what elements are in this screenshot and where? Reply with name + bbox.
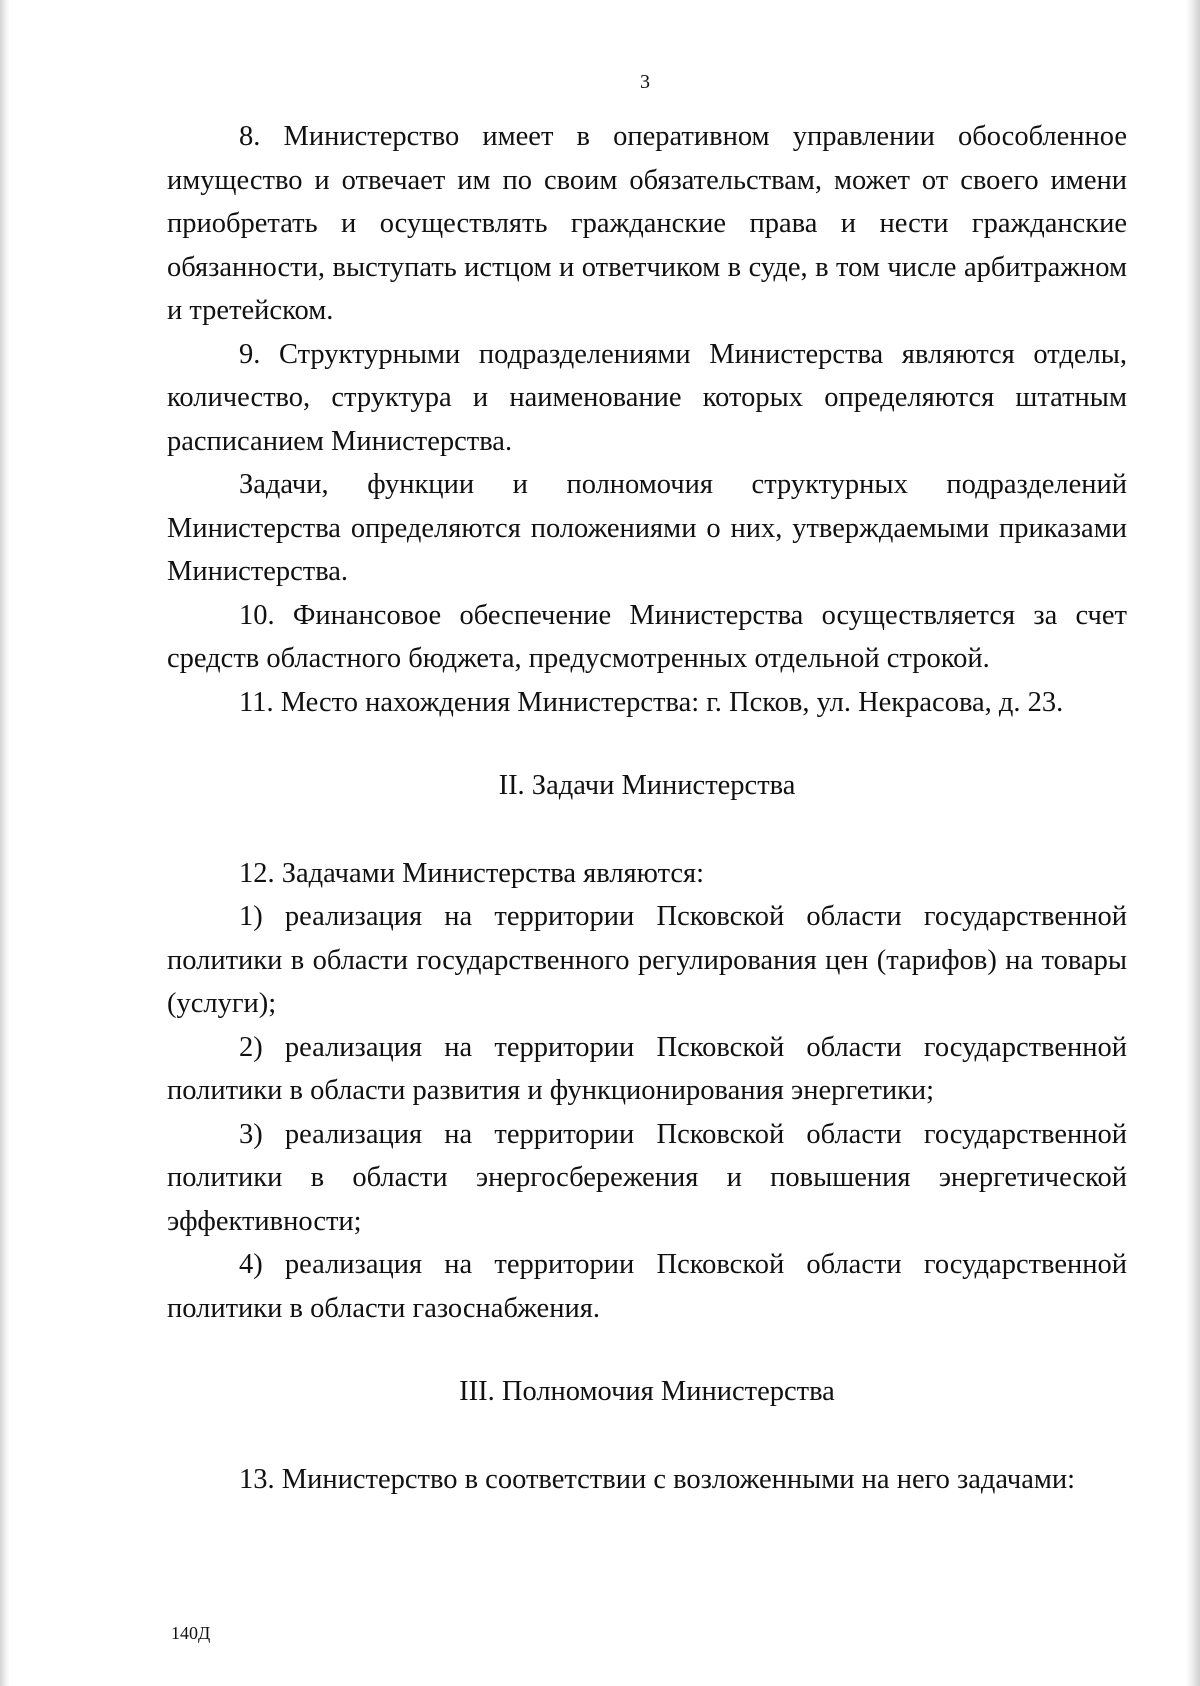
paragraph-12: 12. Задачами Министерства являются: — [239, 857, 705, 889]
section-2-heading: II. Задачи Министерства — [498, 770, 796, 801]
list-item-12-1: 1) реализация на территории Псковской области государственной политики в области государственного регулирования цен (тарифов) на товары (услуги); — [167, 901, 1127, 1019]
paragraph-11: 11. Место нахождения Министерства: г. Псков, ул. Некрасова, д. 23. — [239, 686, 1064, 718]
document-code: 140Д — [171, 1623, 211, 1643]
list-item-12-4: 4) реализация на территории Псковской области государственной политики в области газоснабжения. — [167, 1249, 1127, 1324]
scan-edge-left — [0, 0, 10, 1686]
document-body — [167, 115, 1127, 1501]
list-item-12-3: 3) реализация на территории Псковской области государственной политики в области энергосбережения и повышения энергетической эффективности; — [167, 1118, 1127, 1237]
paragraph-13: 13. Министерство в соответствии с возложенными на него задачами: — [239, 1463, 1076, 1495]
paragraph-9-continued: Задачи, функции и полномочия структурных подразделений Министерства определяются положениями о них, утверждаемыми приказами Министерства. — [167, 469, 1127, 587]
paragraph-9: 9. Структурными подразделениями Министерства являются отделы, количество, структура и наименование которых определяются штатным расписанием Министерства. — [167, 338, 1127, 457]
paragraph-8: 8. Министерство имеет в оперативном управлении обособленное имущество и отвечает им по своим обязательствам, может от своего имени приобретать и осуществлять гражданские права и нести гражданские обязанности, выступать истцом и ответчиком в суде, в том числе арбитражном и третейском. — [167, 121, 1127, 326]
scan-edge-right — [1186, 0, 1200, 1686]
page-number: 3 — [640, 71, 650, 93]
paragraph-10: 10. Финансовое обеспечение Министерства осуществляется за счет средств областного бюджета, предусмотренных отдельной строкой. — [167, 599, 1127, 674]
list-item-12-2: 2) реализация на территории Псковской области государственной политики в области развития и функционирования энергетики; — [167, 1031, 1127, 1106]
section-3-heading: III. Полномочия Министерства — [459, 1376, 835, 1407]
